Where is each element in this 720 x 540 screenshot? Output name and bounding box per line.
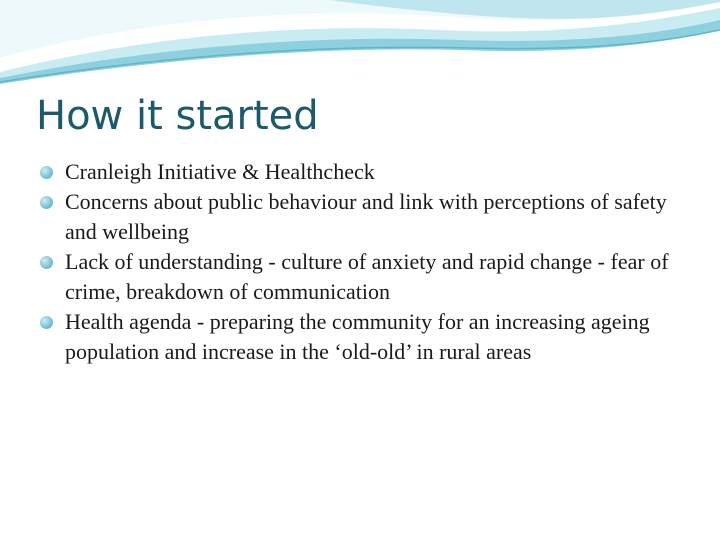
bullet-item	[40, 157, 690, 187]
filled-circle-bullet-icon	[40, 256, 53, 269]
filled-circle-bullet-icon	[40, 166, 53, 179]
bullet-list	[40, 157, 690, 367]
bullet-item	[40, 187, 690, 247]
bullet-item	[40, 247, 690, 307]
bullet-text: Cranleigh Initiative & Healthcheck	[65, 159, 375, 184]
bullet-item	[40, 307, 690, 367]
bullet-text: Concerns about public behaviour and link with perceptions of safety and wellbeing	[65, 189, 667, 244]
bullet-text: Lack of understanding - culture of anxiety and rapid change - fear of crime, breakdown of communication	[65, 249, 669, 304]
bullet-text: Health agenda - preparing the community for an increasing ageing population and increase in the ‘old-old’ in rural areas	[65, 309, 650, 364]
header-wave-decoration	[0, 0, 720, 90]
filled-circle-bullet-icon	[40, 196, 53, 209]
slide-title: How it started	[36, 93, 319, 139]
filled-circle-bullet-icon	[40, 316, 53, 329]
